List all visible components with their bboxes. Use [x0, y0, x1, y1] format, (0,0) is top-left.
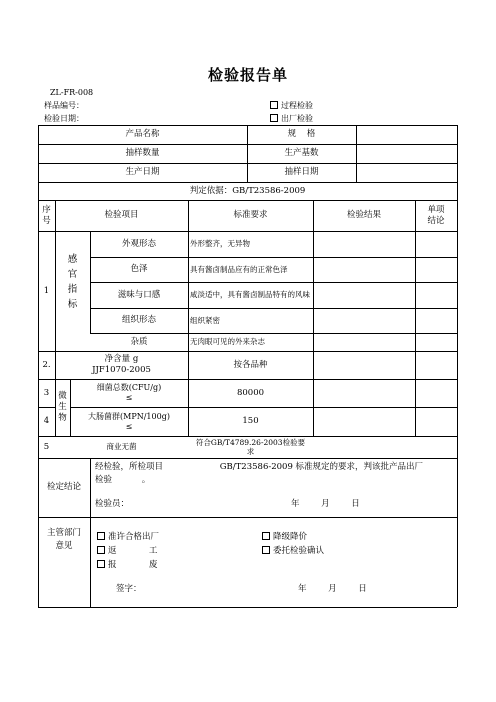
- process-check-label: 过程检验: [281, 101, 313, 110]
- conclusion-text-line2: 检验 。: [95, 475, 151, 485]
- sensory-item: 色泽: [130, 264, 148, 275]
- approval-label: 主管部门 意见: [46, 528, 81, 551]
- inspect-date-label: 检验日期：: [44, 114, 84, 123]
- micro-seq: 5: [43, 441, 50, 452]
- checkbox-icon[interactable]: [97, 546, 105, 554]
- sensory-item: 杂质: [130, 336, 148, 347]
- header-conclusion: 单项 结论: [427, 204, 445, 226]
- form-code: ZL-FR-008: [50, 88, 94, 97]
- approval-option-scrap[interactable]: [97, 558, 157, 570]
- sensory-item: 外观形态: [121, 238, 156, 249]
- product-name-label: 产品名称: [125, 129, 160, 140]
- approval-option-downgrade[interactable]: [262, 530, 307, 542]
- micro-seq: 4: [43, 416, 50, 427]
- conclusion-text-line1: 经检验，所检项目 GB/T23586-2009 标准规定的要求，判该批产品出厂: [95, 462, 424, 472]
- header-seq: 序 号: [42, 204, 51, 226]
- inspector-label: 检验员：: [95, 499, 130, 509]
- sample-qty-label: 抽样数量: [125, 148, 160, 159]
- sensory-item: 滋味与口感: [117, 289, 161, 300]
- micro-item: 商业无菌: [106, 442, 137, 452]
- net-item: 净含量 g JJF1070-2005: [92, 354, 151, 375]
- sensory-standard: 无肉眼可见的外来杂志: [190, 337, 265, 347]
- checkbox-icon[interactable]: [97, 560, 105, 568]
- approval-option-label: 降级降价: [273, 532, 308, 542]
- sensory-item: 组织形态: [121, 315, 156, 326]
- net-seq: 2.: [42, 359, 51, 370]
- sign-label: 签字：: [116, 584, 142, 594]
- sensory-standard: 具有酱卤制品应有的正常色泽: [190, 264, 288, 274]
- factory-check-label: 出厂检验: [281, 114, 313, 123]
- report-title: 检验报告单: [207, 66, 288, 84]
- checkbox-icon[interactable]: [270, 101, 278, 109]
- approval-option-entrust[interactable]: [262, 544, 324, 556]
- micro-standard: 80000: [236, 387, 265, 398]
- checkbox-icon[interactable]: [97, 532, 105, 540]
- header-item: 检验项目: [104, 210, 139, 221]
- micro-item: 细菌总数(CFU/g) ≤: [96, 383, 162, 402]
- approval-date: 年 月 日: [298, 584, 367, 594]
- process-check-option[interactable]: [270, 100, 313, 111]
- approval-option-label: 报 废: [108, 560, 158, 570]
- checkbox-icon[interactable]: [262, 546, 270, 554]
- production-base-label: 生产基数: [284, 148, 319, 159]
- sampling-date-label: 抽样日期: [284, 167, 319, 178]
- header-result: 检验结果: [346, 210, 381, 221]
- sensory-seq: 1: [43, 285, 50, 296]
- checkbox-icon[interactable]: [270, 114, 278, 122]
- approval-option-pass[interactable]: [97, 530, 159, 542]
- micro-standard: 符合GB/T4789.26-2003检验要 求: [195, 438, 306, 456]
- spec-label: 规 格: [287, 129, 316, 140]
- sample-no-label: 样品编号：: [44, 101, 84, 110]
- judgment-basis: 判定依据：GB/T23586-2009: [189, 185, 306, 196]
- header-standard: 标准要求: [233, 210, 268, 221]
- approval-option-rework[interactable]: [97, 544, 157, 556]
- micro-item: 大肠菌群(MPN/100g) ≤: [88, 411, 170, 431]
- production-date-label: 生产日期: [125, 167, 160, 178]
- checkbox-icon[interactable]: [262, 532, 270, 540]
- net-standard: 按各品种: [233, 359, 268, 370]
- sensory-group-label: 感 官 指 标: [67, 253, 78, 311]
- micro-group-label: 微 生 物: [58, 390, 67, 424]
- approval-option-label: 准许合格出厂: [108, 532, 160, 542]
- conclusion-label: 检定结论: [46, 482, 81, 493]
- micro-standard: 150: [242, 416, 259, 427]
- approval-option-label: 委托检验确认: [273, 546, 325, 556]
- sensory-standard: 咸淡适中，具有酱卤制品特有的风味: [190, 290, 310, 300]
- approval-option-label: 返 工: [108, 546, 158, 556]
- sensory-standard: 组织紧密: [190, 315, 220, 325]
- factory-check-option[interactable]: [270, 113, 313, 124]
- sensory-standard: 外形整齐，无异物: [190, 239, 250, 249]
- micro-seq: 3: [43, 387, 50, 398]
- conclusion-date: 年 月 日: [291, 499, 360, 509]
